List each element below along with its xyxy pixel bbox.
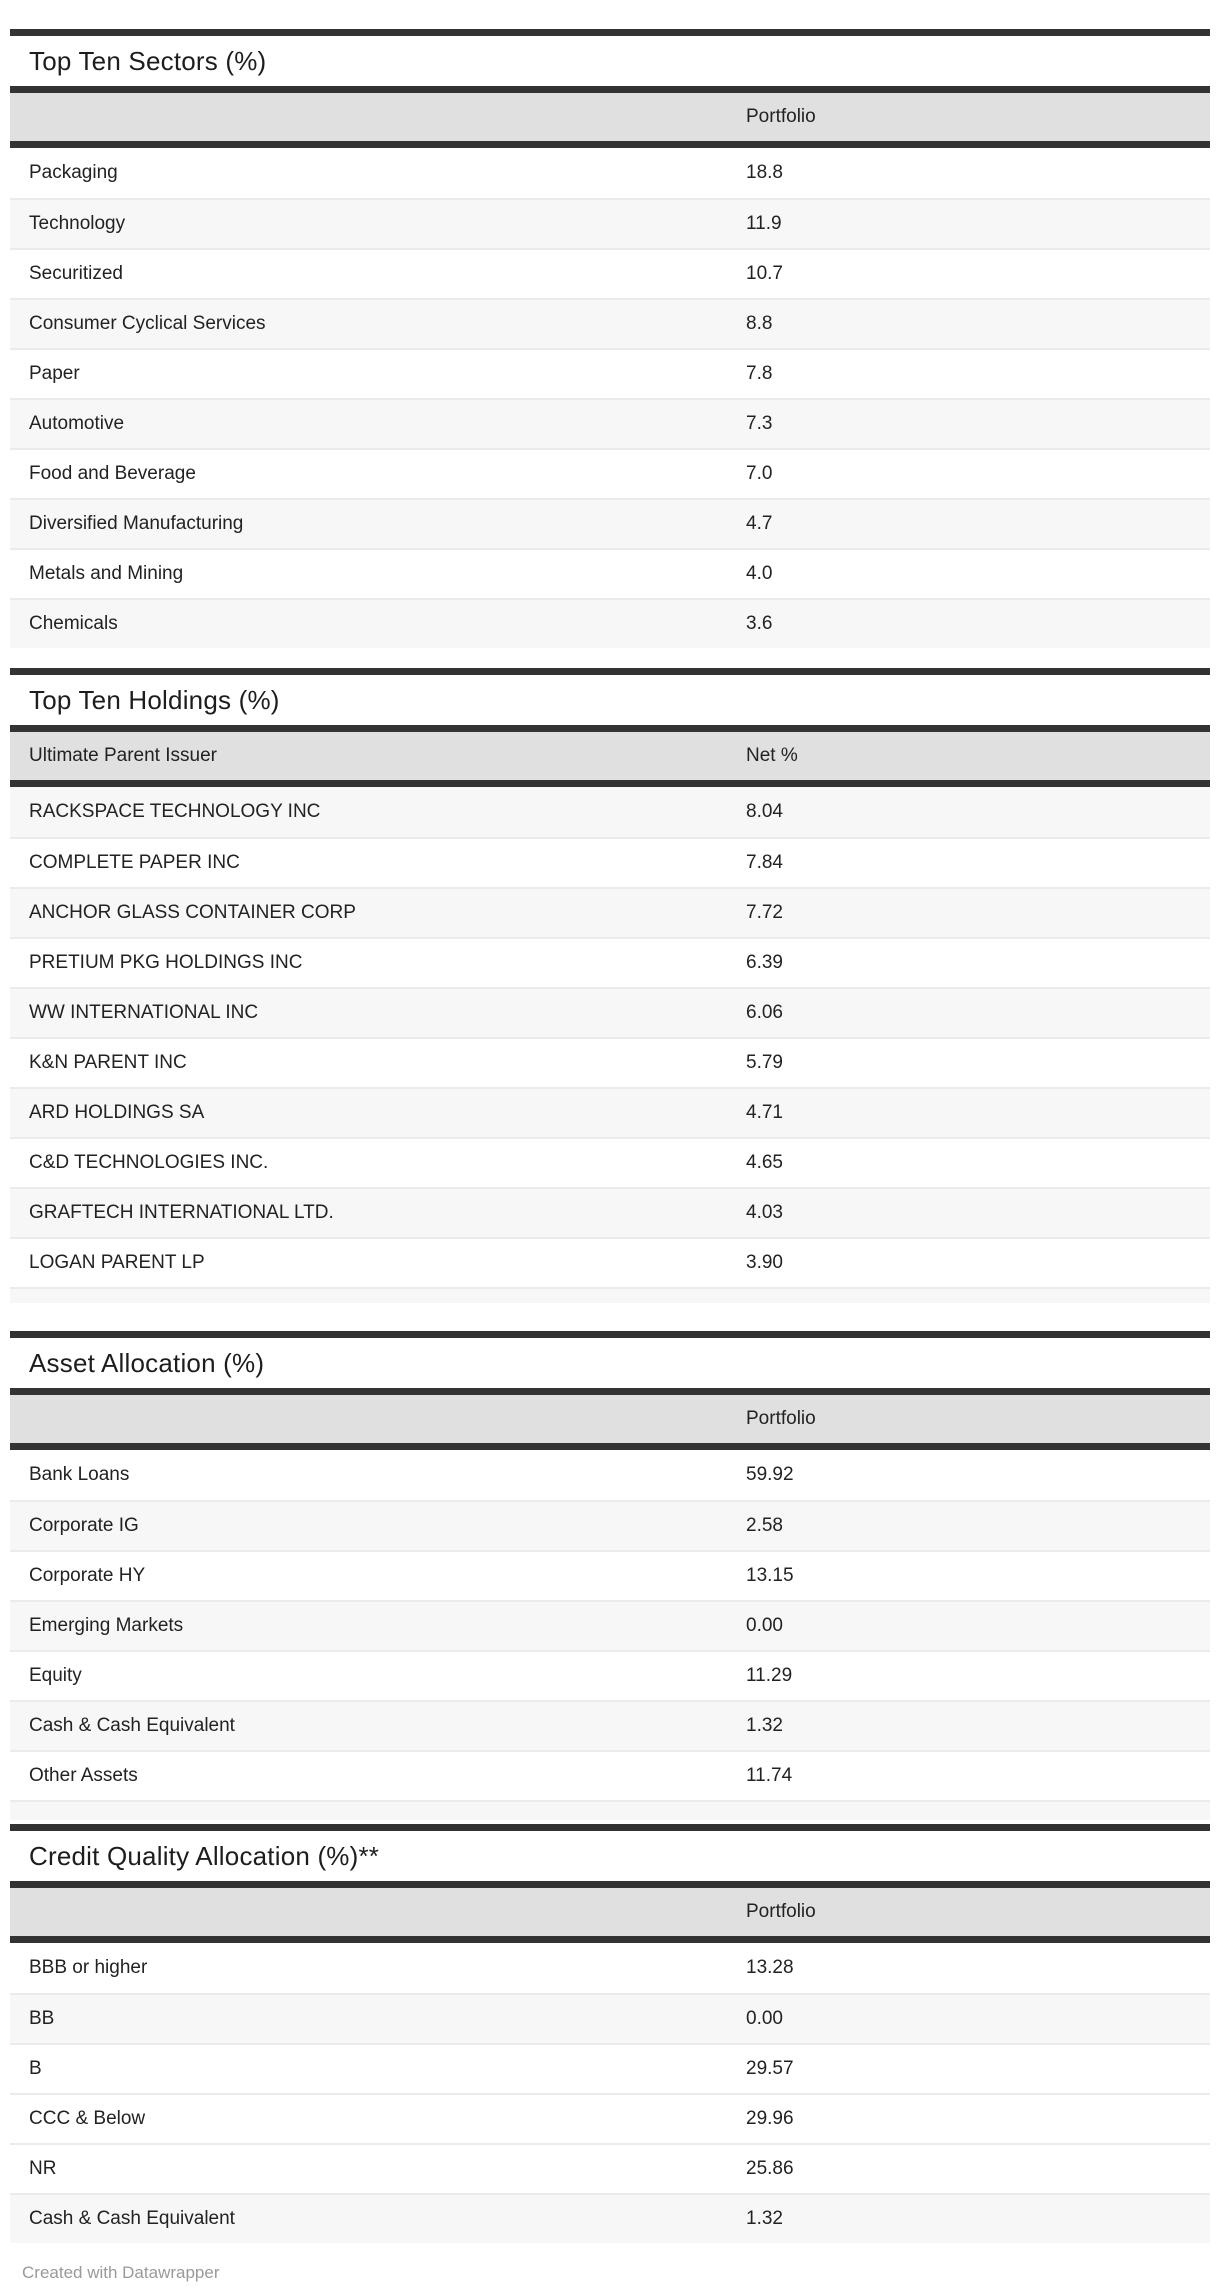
row-value: 7.72 xyxy=(746,902,783,923)
row-value: 3.90 xyxy=(746,1252,783,1273)
header-value: Net % xyxy=(746,745,798,766)
header-value: Portfolio xyxy=(746,1408,816,1429)
section-top-rule xyxy=(10,29,1210,36)
row-label: C&D TECHNOLOGIES INC. xyxy=(29,1152,269,1173)
table-row xyxy=(10,1650,1210,1700)
title-rule xyxy=(10,725,1210,732)
table-bottom-stub xyxy=(10,1800,1210,1820)
table-row xyxy=(10,1187,1210,1237)
header-value: Portfolio xyxy=(746,106,816,127)
table-row xyxy=(10,787,1210,837)
table-row xyxy=(10,248,1210,298)
row-value: 2.58 xyxy=(746,1515,783,1536)
row-value: 11.74 xyxy=(746,1765,793,1786)
row-label: Packaging xyxy=(29,162,118,183)
header-rule xyxy=(10,141,1210,148)
row-label: GRAFTECH INTERNATIONAL LTD. xyxy=(29,1202,334,1223)
section-title: Top Ten Holdings (%) xyxy=(29,685,280,715)
title-rule xyxy=(10,86,1210,93)
table-row xyxy=(10,837,1210,887)
datawrapper-credit-link[interactable]: Created with Datawrapper xyxy=(22,2263,220,2282)
row-value: 59.92 xyxy=(746,1464,794,1485)
row-value: 11.9 xyxy=(746,213,782,234)
row-value: 7.84 xyxy=(746,852,783,873)
section-top-rule xyxy=(10,668,1210,675)
row-label: ANCHOR GLASS CONTAINER CORP xyxy=(29,902,356,923)
row-label: NR xyxy=(29,2158,57,2179)
row-value: 1.32 xyxy=(746,2208,783,2229)
table-row xyxy=(10,198,1210,248)
row-value: 0.00 xyxy=(746,1615,783,1636)
row-label: Food and Beverage xyxy=(29,463,196,484)
row-label: Cash & Cash Equivalent xyxy=(29,2208,235,2229)
section-top-ten-holdings xyxy=(10,668,1210,1303)
row-label: RACKSPACE TECHNOLOGY INC xyxy=(29,801,321,822)
row-value: 4.71 xyxy=(746,1102,783,1123)
row-value: 1.32 xyxy=(746,1715,783,1736)
table-body xyxy=(10,1943,1210,2243)
row-label: Paper xyxy=(29,363,80,384)
row-label: BBB or higher xyxy=(29,1957,148,1978)
table-row xyxy=(10,987,1210,1037)
row-label: Cash & Cash Equivalent xyxy=(29,1715,235,1736)
row-label: BB xyxy=(29,2008,55,2029)
row-label: Securitized xyxy=(29,263,123,284)
section-title: Top Ten Sectors (%) xyxy=(29,46,267,76)
table-row xyxy=(10,937,1210,987)
row-label: Diversified Manufacturing xyxy=(29,513,244,534)
table-body xyxy=(10,148,1210,648)
row-value: 4.0 xyxy=(746,563,773,584)
table-row xyxy=(10,548,1210,598)
table-row xyxy=(10,1550,1210,1600)
table-header-row xyxy=(10,1888,1210,1936)
table-row xyxy=(10,1700,1210,1750)
table-row xyxy=(10,1943,1210,1993)
table-row xyxy=(10,1600,1210,1650)
table-header-row xyxy=(10,1395,1210,1443)
row-label: Other Assets xyxy=(29,1765,138,1786)
row-value: 6.06 xyxy=(746,1002,783,1023)
row-label: ARD HOLDINGS SA xyxy=(29,1102,205,1123)
title-rule xyxy=(10,1881,1210,1888)
row-value: 25.86 xyxy=(746,2158,794,2179)
row-label: Technology xyxy=(29,213,126,234)
table-row xyxy=(10,1993,1210,2043)
table-body xyxy=(10,787,1210,1287)
row-label: COMPLETE PAPER INC xyxy=(29,852,240,873)
row-label: CCC & Below xyxy=(29,2108,146,2129)
section-top-ten-sectors xyxy=(10,29,1210,648)
header-label: Ultimate Parent Issuer xyxy=(29,745,217,766)
table-row xyxy=(10,1037,1210,1087)
section-title: Asset Allocation (%) xyxy=(29,1348,265,1378)
table-row xyxy=(10,1087,1210,1137)
row-value: 8.8 xyxy=(746,313,773,334)
row-label: WW INTERNATIONAL INC xyxy=(29,1002,259,1023)
row-label: Emerging Markets xyxy=(29,1615,184,1636)
row-value: 13.28 xyxy=(746,1957,794,1978)
row-label: Metals and Mining xyxy=(29,563,184,584)
table-row xyxy=(10,148,1210,198)
table-bottom-stub xyxy=(10,1287,1210,1303)
table-row xyxy=(10,298,1210,348)
table-row xyxy=(10,348,1210,398)
row-label: PRETIUM PKG HOLDINGS INC xyxy=(29,952,303,973)
row-label: Equity xyxy=(29,1665,82,1686)
row-label: LOGAN PARENT LP xyxy=(29,1252,205,1273)
row-label: Bank Loans xyxy=(29,1464,130,1485)
row-value: 4.7 xyxy=(746,513,773,534)
table-row xyxy=(10,2043,1210,2093)
section-top-rule xyxy=(10,1331,1210,1338)
title-rule xyxy=(10,1388,1210,1395)
table-row xyxy=(10,1500,1210,1550)
table-row xyxy=(10,2193,1210,2243)
row-label: Corporate HY xyxy=(29,1565,146,1586)
row-value: 4.03 xyxy=(746,1202,783,1223)
table-body xyxy=(10,1450,1210,1800)
row-value: 29.57 xyxy=(746,2058,794,2079)
table-row xyxy=(10,1237,1210,1287)
table-row xyxy=(10,1450,1210,1500)
row-value: 0.00 xyxy=(746,2008,783,2029)
table-row xyxy=(10,498,1210,548)
header-rule xyxy=(10,1443,1210,1450)
section-credit-quality-allocation xyxy=(10,1824,1210,2243)
header-rule xyxy=(10,1936,1210,1943)
row-label: K&N PARENT INC xyxy=(29,1052,187,1073)
row-label: Corporate IG xyxy=(29,1515,139,1536)
row-value: 7.8 xyxy=(746,363,773,384)
table-row xyxy=(10,448,1210,498)
row-value: 10.7 xyxy=(746,263,783,284)
table-header-row xyxy=(10,93,1210,141)
table-row xyxy=(10,1750,1210,1800)
row-value: 7.0 xyxy=(746,463,773,484)
table-row xyxy=(10,1137,1210,1187)
header-value: Portfolio xyxy=(746,1901,816,1922)
table-row xyxy=(10,2143,1210,2193)
row-label: B xyxy=(29,2058,42,2079)
section-title: Credit Quality Allocation (%)** xyxy=(29,1841,380,1871)
row-value: 3.6 xyxy=(746,613,773,634)
table-row xyxy=(10,887,1210,937)
table-header-row xyxy=(10,732,1210,780)
table-row xyxy=(10,2093,1210,2143)
header-rule xyxy=(10,780,1210,787)
table-row xyxy=(10,598,1210,648)
row-value: 11.29 xyxy=(746,1665,793,1686)
row-value: 7.3 xyxy=(746,413,773,434)
section-asset-allocation xyxy=(10,1331,1210,1820)
row-label: Consumer Cyclical Services xyxy=(29,313,266,334)
row-value: 18.8 xyxy=(746,162,783,183)
row-label: Automotive xyxy=(29,413,125,434)
row-value: 29.96 xyxy=(746,2108,794,2129)
row-label: Chemicals xyxy=(29,613,118,634)
row-value: 6.39 xyxy=(746,952,783,973)
section-top-rule xyxy=(10,1824,1210,1831)
table-row xyxy=(10,398,1210,448)
row-value: 13.15 xyxy=(746,1565,794,1586)
row-value: 4.65 xyxy=(746,1152,783,1173)
row-value: 8.04 xyxy=(746,801,783,822)
row-value: 5.79 xyxy=(746,1052,783,1073)
